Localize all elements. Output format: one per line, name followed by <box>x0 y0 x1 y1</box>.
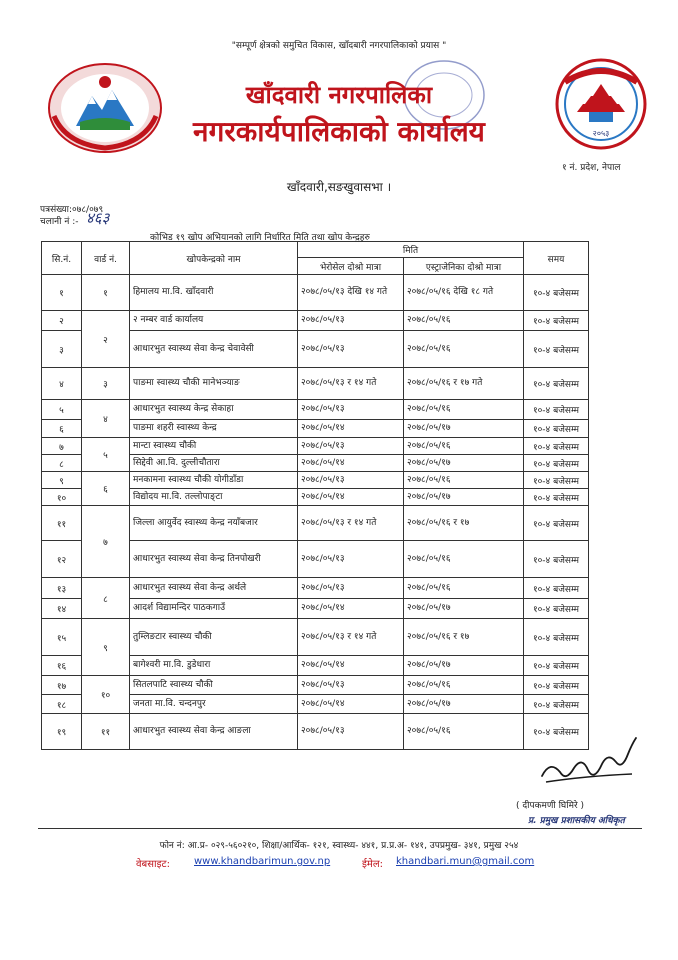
row-verocell-date: २०७८/०५/१४ <box>298 455 404 472</box>
row-ward: ११ <box>82 714 130 750</box>
row-astra-date: २०७८/०५/१६ <box>404 400 524 420</box>
phone-numbers: फोन नं: आ.प्र- ०२९-५६०२१०, शिक्षा/आर्थिक- १२१, स्वास्थ्य- ४४१, प्र.प्र.अ- १४१, उपप्रमुख- ३४१, प्रमुख २५४ <box>159 841 519 851</box>
row-time: १०-४ बजेसम्म <box>524 331 589 368</box>
row-sn: १७ <box>42 676 82 695</box>
row-astra-date: २०७८/०५/१६ <box>404 472 524 489</box>
row-ward: १ <box>82 275 130 311</box>
row-verocell-date: २०७८/०५/१३ <box>298 311 404 331</box>
row-time: १०-४ बजेसम्म <box>524 455 589 472</box>
row-astra-date: २०७८/०५/१६ देखि १८ गते <box>404 275 524 311</box>
row-sn: ११ <box>42 506 82 541</box>
row-astra-date: २०७८/०५/१६ <box>404 438 524 455</box>
footer-divider <box>38 828 642 829</box>
row-verocell-date: २०७८/०५/१३ <box>298 578 404 599</box>
row-astra-date: २०७८/०५/१६ <box>404 541 524 578</box>
row-time: १०-४ बजेसम्म <box>524 311 589 331</box>
row-astra-date: २०७८/०५/१६ र १७ गते <box>404 368 524 400</box>
table-row <box>42 368 589 400</box>
row-sn: ८ <box>42 455 82 472</box>
row-time: १०-४ बजेसम्म <box>524 368 589 400</box>
row-time: १०-४ बजेसम्म <box>524 619 589 656</box>
row-ward: ५ <box>82 438 130 472</box>
row-center: मान्टा स्वास्थ्य चौकी <box>130 438 298 455</box>
row-center: आधारभुत स्वास्थ्य सेवा केन्द्र अर्थले <box>130 578 298 599</box>
row-sn: १ <box>42 275 82 311</box>
row-verocell-date: २०७८/०५/१४ <box>298 656 404 676</box>
row-sn: ५ <box>42 400 82 420</box>
row-ward: ७ <box>82 506 130 578</box>
row-time: १०-४ बजेसम्म <box>524 489 589 506</box>
row-ward: ४ <box>82 400 130 438</box>
row-verocell-date: २०७८/०५/१४ <box>298 489 404 506</box>
header-sn: सि.नं. <box>42 242 82 275</box>
header-time: समय <box>524 242 589 275</box>
row-center: विद्योदय मा.वि. तल्लोपाङ्‌टा <box>130 489 298 506</box>
row-time: १०-४ बजेसम्म <box>524 541 589 578</box>
row-sn: ३ <box>42 331 82 368</box>
row-time: १०-४ बजेसम्म <box>524 472 589 489</box>
vaccination-schedule-table <box>41 241 589 750</box>
row-astra-date: २०७८/०५/१६ <box>404 676 524 695</box>
row-time: १०-४ बजेसम्म <box>524 400 589 420</box>
table-row <box>42 714 589 750</box>
website-link[interactable]: www.khandbarimun.gov.np <box>194 856 331 867</box>
row-astra-date: २०७८/०५/१६ <box>404 311 524 331</box>
patra-sankhya: पत्रसंख्या:०७८/०७९ <box>40 205 104 215</box>
table-row <box>42 472 589 489</box>
signer-title: प्र. प्रमुख प्रशासकीय अधिकृत <box>528 816 625 826</box>
row-sn: १४ <box>42 599 82 619</box>
row-time: १०-४ बजेसम्म <box>524 656 589 676</box>
table-row <box>42 311 589 331</box>
row-sn: १२ <box>42 541 82 578</box>
row-center: आदर्श विद्यामन्दिर पाठकगाउँ <box>130 599 298 619</box>
website-label: वेबसाइट: <box>136 859 170 870</box>
row-astra-date: २०७८/०५/१६ <box>404 714 524 750</box>
table-row <box>42 400 589 420</box>
office-name: खाँदवारी नगरपालिका <box>245 81 433 109</box>
row-center: बागेश्वरी मा.वि. डुडेधारा <box>130 656 298 676</box>
row-time: १०-४ बजेसम्म <box>524 714 589 750</box>
row-center: आधारभुत स्वास्थ्य केन्द्र सेकाहा <box>130 400 298 420</box>
row-center: आधारभुत स्वास्थ्य सेवा केन्द्र आङला <box>130 714 298 750</box>
row-sn: १५ <box>42 619 82 656</box>
row-sn: ४ <box>42 368 82 400</box>
row-verocell-date: २०७८/०५/१३ र १४ गते <box>298 368 404 400</box>
table-row <box>42 506 589 541</box>
table-row <box>42 275 589 311</box>
motto: "सम्पूर्ण क्षेत्रको समुचित विकास, खाँदबारी नगरपालिकाको प्रयास " <box>231 41 447 51</box>
row-center: सितलपाटि स्वास्थ्य चौकी <box>130 676 298 695</box>
row-ward: ६ <box>82 472 130 506</box>
row-sn: १० <box>42 489 82 506</box>
chalani-label: चलानी नं :- <box>40 217 79 227</box>
logo-year: २०५३ <box>592 129 610 138</box>
row-center: जिल्ला आयुर्वेद स्वास्थ्य केन्द्र नयाँबजार <box>130 506 298 541</box>
row-center: २ नम्बर वार्ड कार्यालय <box>130 311 298 331</box>
row-sn: २ <box>42 311 82 331</box>
row-sn: ९ <box>42 472 82 489</box>
header-verocell: भेरोसेल दोश्रो मात्रा <box>298 258 404 275</box>
table-row <box>42 438 589 455</box>
row-astra-date: २०७८/०५/१७ <box>404 489 524 506</box>
row-verocell-date: २०७८/०५/१४ <box>298 420 404 438</box>
row-center: मनकामना स्वास्थ्य चौकी योगीडाँडा <box>130 472 298 489</box>
subject-line: कोभिड १९ खोप अभियानको लागि निर्धारित मिति तथा खोप केन्द्रहरु <box>150 233 370 243</box>
row-verocell-date: २०७८/०५/१३ <box>298 676 404 695</box>
row-astra-date: २०७८/०५/१६ र १७ <box>404 619 524 656</box>
row-sn: १८ <box>42 695 82 714</box>
chalani-number: ४६३ <box>86 209 110 227</box>
row-astra-date: २०७८/०५/१७ <box>404 455 524 472</box>
row-verocell-date: २०७८/०५/१३ <box>298 438 404 455</box>
header-astra: एस्ट्राजेनिका दोश्रो मात्रा <box>404 258 524 275</box>
header-center: खोपकेन्द्रको नाम <box>130 242 298 275</box>
row-verocell-date: २०७८/०५/१३ <box>298 541 404 578</box>
row-time: १०-४ बजेसम्म <box>524 506 589 541</box>
row-center: आधारभुत स्वास्थ्य सेवा केन्द्र चेवावेसी <box>130 331 298 368</box>
row-verocell-date: २०७८/०५/१३ <box>298 331 404 368</box>
row-center: पाङमा शहरी स्वास्थ्य केन्द्र <box>130 420 298 438</box>
handwritten-signature <box>536 732 644 790</box>
row-astra-date: २०७८/०५/१६ <box>404 578 524 599</box>
header-ward: वार्ड नं. <box>82 242 130 275</box>
row-center: जनता मा.वि. चन्दनपुर <box>130 695 298 714</box>
row-sn: १९ <box>42 714 82 750</box>
row-time: १०-४ बजेसम्म <box>524 695 589 714</box>
row-verocell-date: २०७८/०५/१४ <box>298 599 404 619</box>
row-time: १०-४ बजेसम्म <box>524 578 589 599</box>
row-center: पाङमा स्वास्थ्य चौकी मानेभञ्याङ <box>130 368 298 400</box>
table-row <box>42 578 589 599</box>
row-sn: ६ <box>42 420 82 438</box>
row-ward: ८ <box>82 578 130 619</box>
row-verocell-date: २०७८/०५/१३ र १४ गते <box>298 619 404 656</box>
row-ward: १० <box>82 676 130 714</box>
row-verocell-date: २०७८/०५/१३ <box>298 400 404 420</box>
row-astra-date: २०७८/०५/१६ र १७ <box>404 506 524 541</box>
row-ward: २ <box>82 311 130 368</box>
office-title: नगरकार्यपालिकाको कार्यालय <box>193 115 485 148</box>
row-time: १०-४ बजेसम्म <box>524 275 589 311</box>
office-address: खाँदवारी,सङखुवासभा । <box>286 180 392 194</box>
row-ward: ३ <box>82 368 130 400</box>
signer-name: ( दीपकमणी घिमिरे ) <box>516 801 585 811</box>
table-row <box>42 619 589 656</box>
row-time: १०-४ बजेसम्म <box>524 420 589 438</box>
province-text: १ नं. प्रदेश, नेपाल <box>562 163 621 173</box>
header-date: मिति <box>298 242 524 258</box>
row-time: १०-४ बजेसम्म <box>524 438 589 455</box>
email-link[interactable]: khandbari.mun@gmail.com <box>396 856 535 867</box>
row-center: आधारभुत स्वास्थ्य सेवा केन्द्र तिनपोखरी <box>130 541 298 578</box>
row-astra-date: २०७८/०५/१७ <box>404 695 524 714</box>
row-astra-date: २०७८/०५/१७ <box>404 599 524 619</box>
row-time: १०-४ बजेसम्म <box>524 599 589 619</box>
row-astra-date: २०७८/०५/१७ <box>404 420 524 438</box>
email-label: ईमेल: <box>362 859 384 870</box>
row-astra-date: २०७८/०५/१६ <box>404 331 524 368</box>
row-sn: ७ <box>42 438 82 455</box>
row-time: १०-४ बजेसम्म <box>524 676 589 695</box>
table-row <box>42 676 589 695</box>
row-astra-date: २०७८/०५/१७ <box>404 656 524 676</box>
row-ward: ९ <box>82 619 130 676</box>
row-sn: १३ <box>42 578 82 599</box>
row-verocell-date: २०७८/०५/१३ र १४ गते <box>298 506 404 541</box>
row-verocell-date: २०७८/०५/१३ <box>298 714 404 750</box>
row-verocell-date: २०७८/०५/१३ देखि १४ गते <box>298 275 404 311</box>
row-verocell-date: २०७८/०५/१४ <box>298 695 404 714</box>
row-center: तुम्लिङटार स्वास्थ्य चौकी <box>130 619 298 656</box>
row-sn: १६ <box>42 656 82 676</box>
row-center: हिमालय मा.वि. खाँदवारी <box>130 275 298 311</box>
row-center: सिद्देवी आ.वि. दुल्लीचौतारा <box>130 455 298 472</box>
row-verocell-date: २०७८/०५/१३ <box>298 472 404 489</box>
